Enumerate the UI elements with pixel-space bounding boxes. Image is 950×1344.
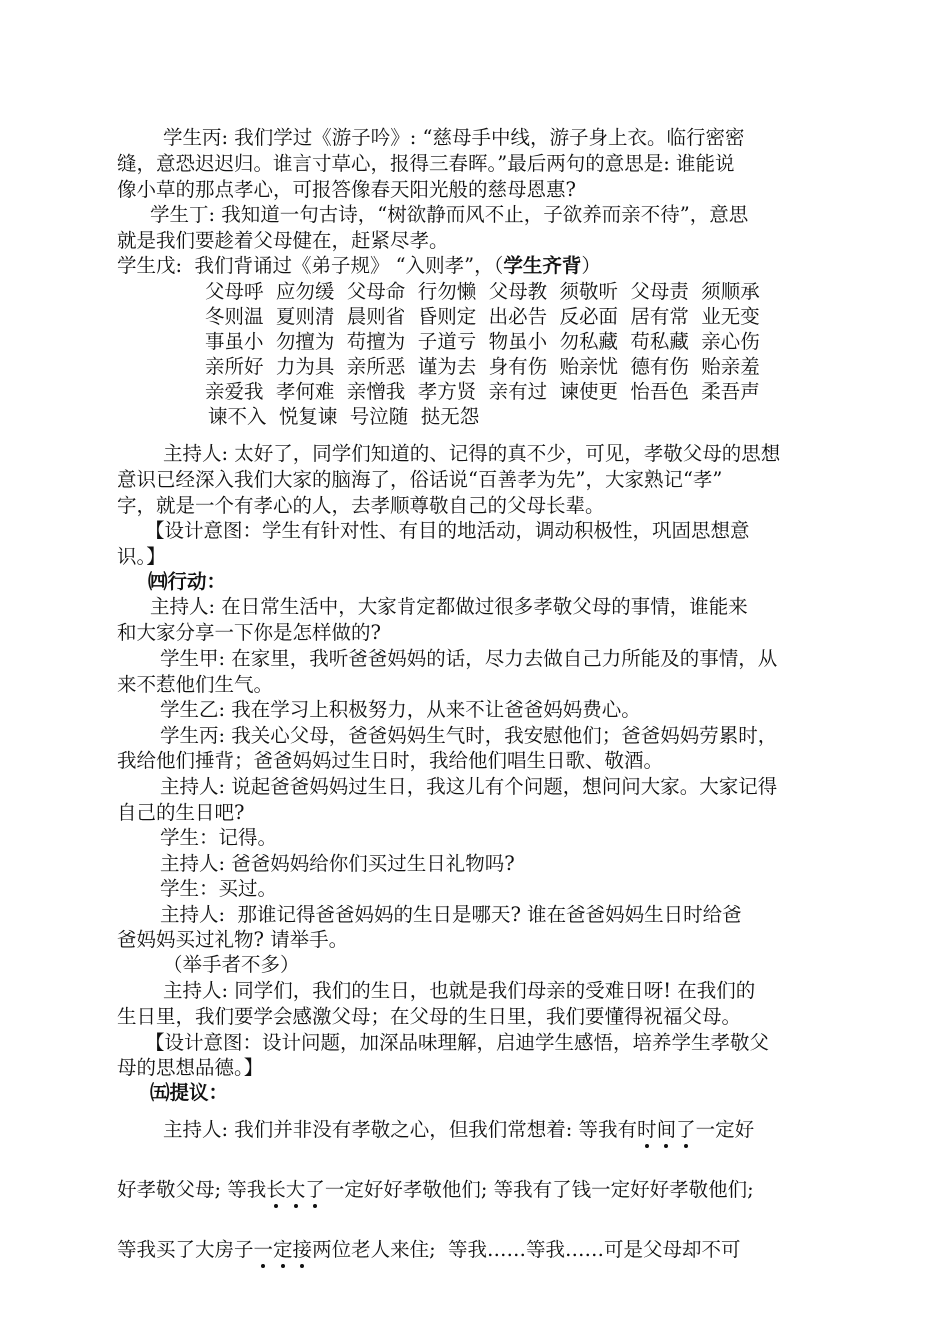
text-line bbox=[117, 253, 601, 279]
text-line: 自己的生日吧? bbox=[117, 801, 245, 824]
text-line: 学生丁: 我知道一句古诗，“树欲静而风不止，子欲养而亲不待”，意思 bbox=[150, 203, 749, 226]
emphasis-char: 一 bbox=[253, 1238, 274, 1261]
text-line: 字，就是一个有孝心的人，去孝顺尊敬自己的父母长辈。 bbox=[117, 494, 605, 517]
text-line: 主持人: 同学们，我们的生日，也就是我们母亲的受难日呀! 在我们的 bbox=[163, 979, 756, 1002]
section-heading: ㈤提议： bbox=[150, 1081, 229, 1104]
poem-line: 冬则温 夏则清 晨则省 昏则定 出必告 反必面 居有常 业无变 bbox=[205, 305, 760, 328]
emphasis-char: 定 bbox=[273, 1238, 293, 1261]
text-line: （举手者不多） bbox=[163, 953, 300, 976]
text-line: 意识已经深入我们大家的脑海了，俗话说“百善孝为先”，大家熟记“孝” bbox=[117, 468, 723, 491]
text-line: 主持人: 说起爸爸妈妈过生日，我这儿有个问题，想问问大家。大家记得 bbox=[160, 775, 778, 798]
poem-line: 父母呼 应勿缓 父母命 行勿懒 父母教 须敬听 父母责 须顺承 bbox=[205, 280, 760, 303]
text-line bbox=[163, 1117, 754, 1143]
emphasis-char: 间 bbox=[656, 1118, 677, 1141]
text-line: 学生：记得。 bbox=[160, 826, 278, 849]
text-span: 等我买了大房子 bbox=[117, 1238, 254, 1261]
text-line: 学生丙: 我关心父母，爸爸妈妈生气时，我安慰他们；爸爸妈妈劳累时， bbox=[160, 724, 778, 747]
text-span: 主持人: 我们并非没有孝敬之心，但我们常想着: 等我有 bbox=[163, 1118, 638, 1141]
text-line: 我给他们捶背；爸爸妈妈过生日时，我给他们唱生日歌、敬酒。 bbox=[117, 749, 664, 772]
text-line: 主持人: 太好了，同学们知道的、记得的真不少，可见，孝敬父母的思想 bbox=[163, 442, 781, 465]
text-line: 学生丙: 我们学过《游子吟》: “慈母手中线，游子身上衣。临行密密 bbox=[163, 126, 745, 149]
text-line: 爸妈妈买过礼物? 请举手。 bbox=[117, 928, 349, 951]
text-span: 学生戊: 我们背诵过《弟子规》 “入则孝”，（ bbox=[117, 254, 504, 277]
bold-label: 学生齐背 bbox=[503, 254, 582, 277]
text-line: 主持人: 爸爸妈妈给你们买过生日礼物吗? bbox=[160, 852, 515, 875]
text-span: 一定好好孝敬他们; 等我有了钱一定好好孝敬他们; bbox=[324, 1178, 754, 1201]
text-line bbox=[117, 1237, 741, 1263]
text-line: 缝，意恐迟迟归。谁言寸草心，报得三春晖。”最后两句的意思是: 谁能说 bbox=[117, 152, 735, 175]
text-span: ） bbox=[581, 254, 601, 277]
text-line: 生日里，我们要学会感激父母；在父母的生日里，我们要懂得祝福父母。 bbox=[117, 1005, 742, 1028]
text-line: 学生甲: 在家里，我听爸爸妈妈的话，尽力去做自己力所能及的事情，从 bbox=[160, 647, 778, 670]
poem-line: 事虽小 勿擅为 苟擅为 子道亏 物虽小 勿私藏 苟私藏 亲心伤 bbox=[205, 330, 760, 353]
emphasis-char: 大 bbox=[285, 1178, 306, 1201]
emphasis-char: 了 bbox=[305, 1178, 325, 1201]
text-span: 一定好 bbox=[695, 1118, 755, 1141]
text-line: 学生：买过。 bbox=[160, 877, 278, 900]
design-note: 【设计意图：设计问题，加深品味理解，启迪学生感悟，培养学生孝敬父 bbox=[145, 1031, 770, 1054]
design-note: 识。】 bbox=[117, 545, 166, 568]
emphasis-char: 长 bbox=[266, 1178, 286, 1201]
text-line: 和大家分享一下你是怎样做的? bbox=[117, 621, 381, 644]
emphasis-char: 了 bbox=[676, 1118, 696, 1141]
poem-line: 谏不入 悦复谏 号泣随 挞无怨 bbox=[208, 405, 480, 428]
text-line: 像小草的那点孝心，可报答像春天阳光般的慈母恩惠? bbox=[117, 178, 576, 201]
poem-line: 亲爱我 孝何难 亲憎我 孝方贤 亲有过 谏使更 怡吾色 柔吾声 bbox=[205, 380, 760, 403]
poem-line: 亲所好 力为具 亲所恶 谨为去 身有伤 贻亲忧 德有伤 贻亲羞 bbox=[205, 355, 760, 378]
text-span: 好孝敬父母; 等我 bbox=[117, 1178, 267, 1201]
design-note: 【设计意图：学生有针对性、有目的地活动，调动积极性，巩固思想意 bbox=[145, 519, 750, 542]
text-span: 两位老人来住; 等我……等我……可是父母却不可 bbox=[312, 1238, 741, 1261]
emphasis-char: 时 bbox=[637, 1118, 657, 1141]
text-line: 主持人: 那谁记得爸爸妈妈的生日是哪天? 谁在爸爸妈妈生日时给爸 bbox=[160, 903, 742, 926]
section-heading: ㈣行动： bbox=[148, 570, 227, 593]
text-line: 学生乙: 我在学习上积极努力，从来不让爸爸妈妈费心。 bbox=[160, 698, 641, 721]
design-note: 母的思想品德。】 bbox=[117, 1056, 264, 1079]
text-line: 就是我们要趁着父母健在，赶紧尽孝。 bbox=[117, 229, 449, 252]
text-line: 主持人: 在日常生活中，大家肯定都做过很多孝敬父母的事情，谁能来 bbox=[150, 595, 748, 618]
emphasis-char: 接 bbox=[292, 1238, 313, 1261]
text-line bbox=[117, 1177, 754, 1203]
text-line: 来不惹他们生气。 bbox=[117, 673, 274, 696]
